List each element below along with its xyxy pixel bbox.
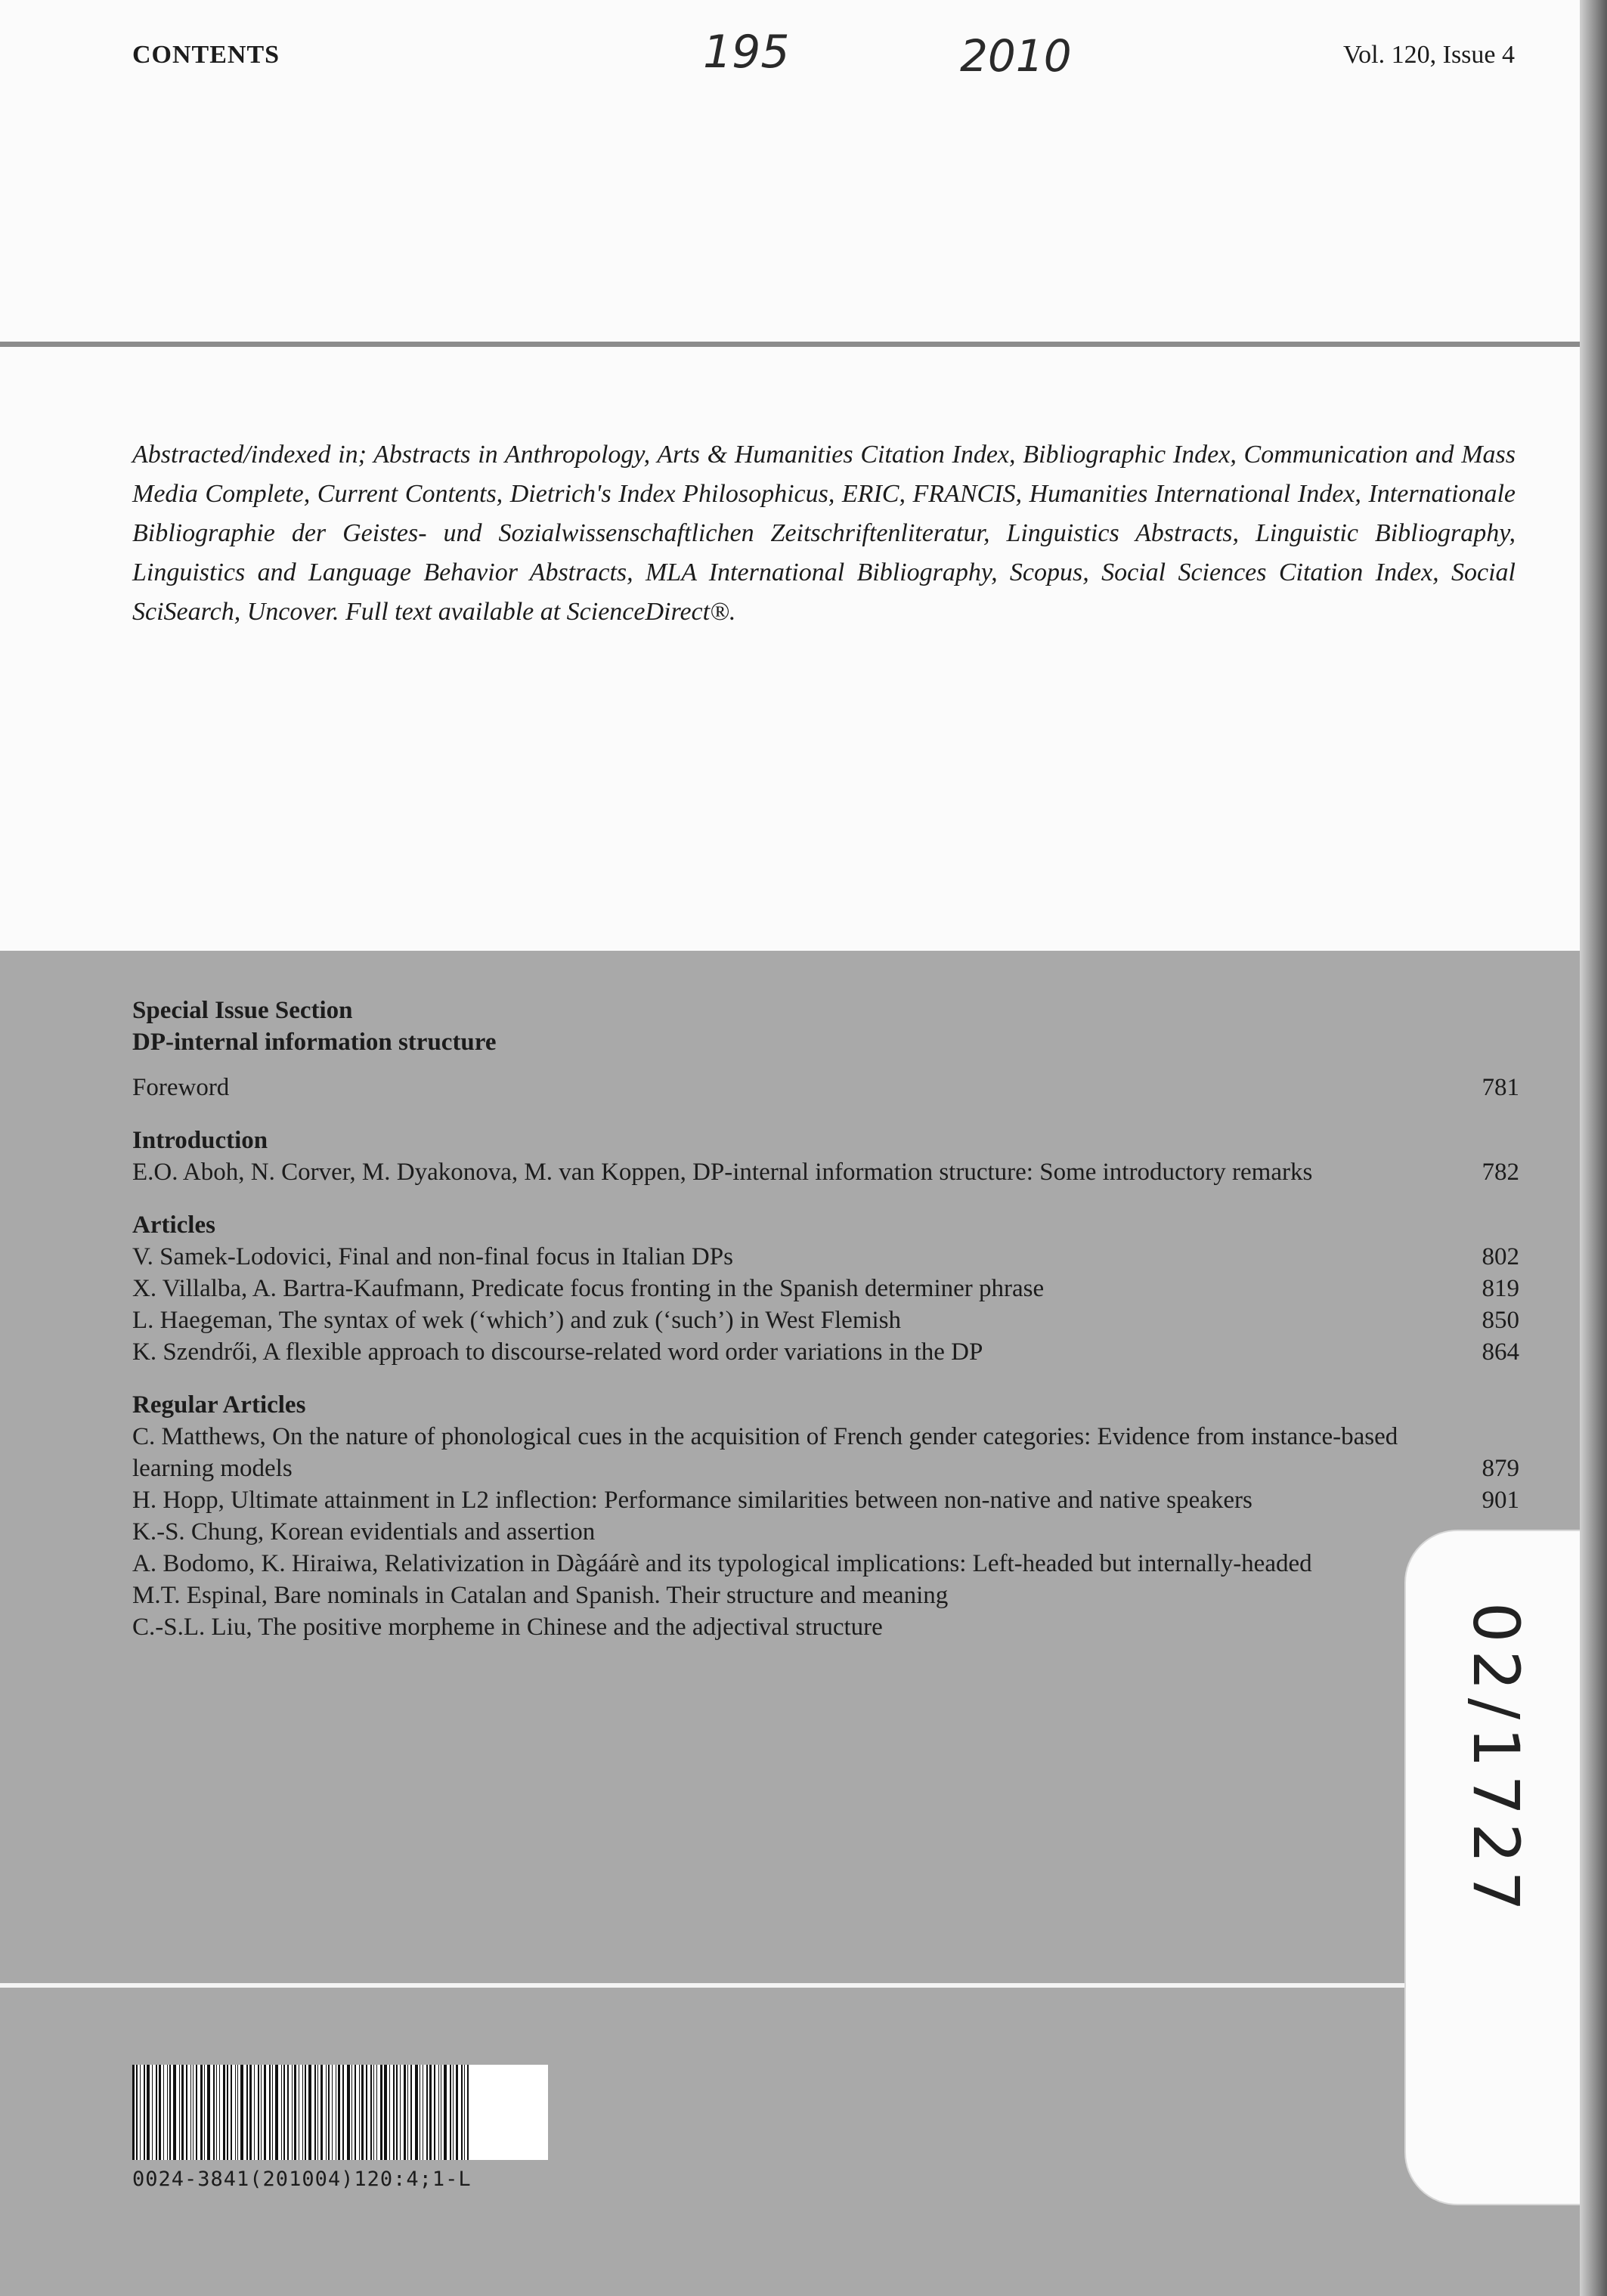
barcode-stripe	[294, 2065, 296, 2160]
barcode-stripe	[261, 2065, 262, 2160]
barcode-stripe	[159, 2065, 161, 2160]
handwritten-note-1: 195	[703, 26, 790, 79]
barcode-stripe	[163, 2065, 164, 2160]
toc-entry[interactable]	[132, 1336, 1519, 1368]
barcode-stripe	[136, 2065, 138, 2160]
toc-entry[interactable]	[132, 1421, 1519, 1484]
barcode-stripe	[237, 2065, 238, 2160]
barcode-stripe	[167, 2065, 168, 2160]
barcode-stripe	[190, 2065, 191, 2160]
barcode-stripe	[359, 2065, 360, 2160]
barcode-stripe	[384, 2065, 387, 2160]
entry-title: C.-S.L. Liu, The positive morpheme in Chinese and the adjectival structure	[132, 1614, 883, 1641]
barcode-stripe	[207, 2065, 210, 2160]
divider-rule	[0, 342, 1580, 347]
barcode-stripe	[227, 2065, 228, 2160]
barcode-stripe	[376, 2065, 377, 2160]
white-rule	[0, 1983, 1580, 1988]
barcode-stripe	[181, 2065, 184, 2160]
toc-entry[interactable]	[132, 1072, 1519, 1103]
barcode-stripe	[326, 2065, 327, 2160]
indexing-statement: Abstracted/indexed in; Abstracts in Anthropology, Arts & Humanities Citation Index, Bibliographic Index, Communication and Mass Media Complete, Current Contents, Dietrich's Index Philosophicus, ERIC, FRANCIS, Humanities International Index, Internationale Bibliographie der Geistes- und Sozialwissenschaftlichen Zeitschriftenliteratur, Linguistics Abstracts, Linguistic Bibliography, Linguistics and Language Behavior Abstracts, MLA International Bibliography, Scopus, Social Sciences Citation Index, Social SciSearch, Uncover. Full text available at ScienceDirect®.	[132, 441, 1516, 626]
handwritten-note-2: 2010	[960, 30, 1072, 82]
barcode-stripe	[258, 2065, 259, 2160]
barcode-stripe	[314, 2065, 316, 2160]
barcode-stripe	[246, 2065, 248, 2160]
toc-entry[interactable]	[132, 1611, 1519, 1643]
barcode-stripe	[152, 2065, 153, 2160]
entry-page: 781	[1482, 1074, 1519, 1101]
barcode-stripe	[240, 2065, 243, 2160]
barcode-stripe	[144, 2065, 145, 2160]
barcode-stripe	[264, 2065, 266, 2160]
barcode-stripe	[467, 2065, 469, 2160]
entry-title: Foreword	[132, 1074, 230, 1101]
barcode-stripe	[235, 2065, 236, 2160]
toc-entry[interactable]	[132, 1516, 1519, 1548]
barcode-stripe	[461, 2065, 463, 2160]
toc-entry[interactable]	[132, 1548, 1519, 1580]
toc-entry[interactable]	[132, 1580, 1519, 1611]
barcode-stripe	[453, 2065, 454, 2160]
entry-title: L. Haegeman, The syntax of wek (‘which’) and zuk (‘such’) in West Flemish	[132, 1307, 902, 1334]
barcode-stripe	[373, 2065, 374, 2160]
barcode-stripe	[179, 2065, 180, 2160]
book-spine-edge	[1580, 0, 1607, 2296]
entry-page: 879	[1482, 1455, 1519, 1482]
barcode-stripe	[355, 2065, 356, 2160]
entry-title: K.-S. Chung, Korean evidentials and assertion	[132, 1518, 596, 1546]
toc-entry[interactable]	[132, 1156, 1519, 1188]
table-of-contents	[132, 995, 1519, 1643]
barcode-stripe	[415, 2065, 418, 2160]
toc-entry[interactable]	[132, 1304, 1519, 1336]
barcode-stripe	[231, 2065, 232, 2160]
barcode-stripe	[328, 2065, 330, 2160]
barcode-stripe	[275, 2065, 278, 2160]
special-issue-subtitle: DP-internal information structure	[132, 1029, 497, 1056]
barcode	[132, 2065, 556, 2191]
entry-title: X. Villalba, A. Bartra-Kaufmann, Predicate focus fronting in the Spanish determiner phrase	[132, 1275, 1045, 1302]
barcode-stripe	[292, 2065, 293, 2160]
barcode-stripe	[219, 2065, 220, 2160]
barcode-stripe	[320, 2065, 323, 2160]
barcode-stripe	[347, 2065, 350, 2160]
barcode-stripe	[305, 2065, 306, 2160]
barcode-stripe	[404, 2065, 406, 2160]
barcode-stripe	[332, 2065, 333, 2160]
entry-page: 850	[1482, 1307, 1519, 1334]
barcode-stripe	[156, 2065, 157, 2160]
barcode-stripe	[269, 2065, 271, 2160]
barcode-stripe	[429, 2065, 432, 2160]
articles-heading: Articles	[132, 1211, 215, 1239]
barcode-stripe	[254, 2065, 255, 2160]
barcode-stripe	[464, 2065, 465, 2160]
barcode-stripe	[287, 2065, 289, 2160]
entry-title: V. Samek-Lodovici, Final and non-final focus in Italian DPs	[132, 1243, 733, 1270]
barcode-stripe	[223, 2065, 225, 2160]
entry-title: C. Matthews, On the nature of phonological cues in the acquisition of French gender categories: Evidence from instance-based learning models	[132, 1423, 1398, 1482]
barcode-stripe	[196, 2065, 197, 2160]
barcode-stripe	[361, 2065, 364, 2160]
barcode-stripe	[456, 2065, 458, 2160]
barcode-stripe	[410, 2065, 412, 2160]
barcode-number: 0024-3841(201004)120:4;1-L	[132, 2168, 472, 2191]
regular-articles-heading: Regular Articles	[132, 1391, 306, 1419]
barcode-stripe	[426, 2065, 428, 2160]
special-issue-title: Special Issue Section	[132, 997, 353, 1024]
sticker-number: 02/1727	[1459, 1602, 1533, 1919]
barcode-bars	[132, 2065, 548, 2160]
toc-entry[interactable]	[132, 1273, 1519, 1304]
introduction-heading: Introduction	[132, 1127, 268, 1154]
barcode-stripe	[380, 2065, 382, 2160]
barcode-stripe	[302, 2065, 303, 2160]
barcode-stripe	[308, 2065, 311, 2160]
barcode-stripe	[370, 2065, 372, 2160]
entry-title: M.T. Espinal, Bare nominals in Catalan and Spanish. Their structure and meaning	[132, 1582, 949, 1609]
barcode-stripe	[147, 2065, 150, 2160]
barcode-stripe	[186, 2065, 187, 2160]
volume-issue: Vol. 120, Issue 4	[1343, 41, 1515, 69]
barcode-stripe	[216, 2065, 217, 2160]
barcode-stripe	[173, 2065, 176, 2160]
barcode-stripe	[193, 2065, 194, 2160]
toc-entry[interactable]	[132, 1484, 1519, 1516]
barcode-stripe	[272, 2065, 273, 2160]
barcode-stripe	[400, 2065, 401, 2160]
barcode-stripe	[140, 2065, 141, 2160]
entry-page: 864	[1482, 1338, 1519, 1366]
entry-page: 819	[1482, 1275, 1519, 1302]
barcode-stripe	[366, 2065, 367, 2160]
barcode-stripe	[438, 2065, 439, 2160]
barcode-stripe	[396, 2065, 398, 2160]
barcode-stripe	[407, 2065, 408, 2160]
entry-page: 802	[1482, 1243, 1519, 1270]
barcode-stripe	[317, 2065, 318, 2160]
contents-heading: CONTENTS	[132, 41, 280, 69]
barcode-stripe	[393, 2065, 395, 2160]
toc-entry[interactable]	[132, 1241, 1519, 1273]
barcode-stripe	[281, 2065, 282, 2160]
barcode-stripe	[249, 2065, 252, 2160]
barcode-stripe	[169, 2065, 171, 2160]
barcode-stripe	[434, 2065, 435, 2160]
barcode-stripe	[283, 2065, 285, 2160]
barcode-stripe	[132, 2065, 135, 2160]
entry-title: K. Szendrői, A flexible approach to discourse-related word order variations in the DP	[132, 1338, 983, 1366]
barcode-stripe	[342, 2065, 344, 2160]
entry-title: H. Hopp, Ultimate attainment in L2 inflection: Performance similarities between non-native and native speakers	[132, 1487, 1252, 1514]
entry-page: 901	[1482, 1487, 1519, 1514]
barcode-stripe	[389, 2065, 390, 2160]
entry-title: E.O. Aboh, N. Corver, M. Dyakonova, M. van Koppen, DP-internal information structure: Some introductory remarks	[132, 1159, 1313, 1186]
barcode-stripe	[213, 2065, 215, 2160]
entry-title: A. Bodomo, K. Hiraiwa, Relativization in Dàgáárè and its typological implications: Left-headed but internally-headed	[132, 1550, 1312, 1577]
barcode-stripe	[338, 2065, 340, 2160]
barcode-stripe	[450, 2065, 451, 2160]
barcode-stripe	[351, 2065, 352, 2160]
entry-page: 782	[1482, 1159, 1519, 1186]
barcode-stripe	[204, 2065, 205, 2160]
barcode-stripe	[444, 2065, 447, 2160]
barcode-stripe	[200, 2065, 203, 2160]
